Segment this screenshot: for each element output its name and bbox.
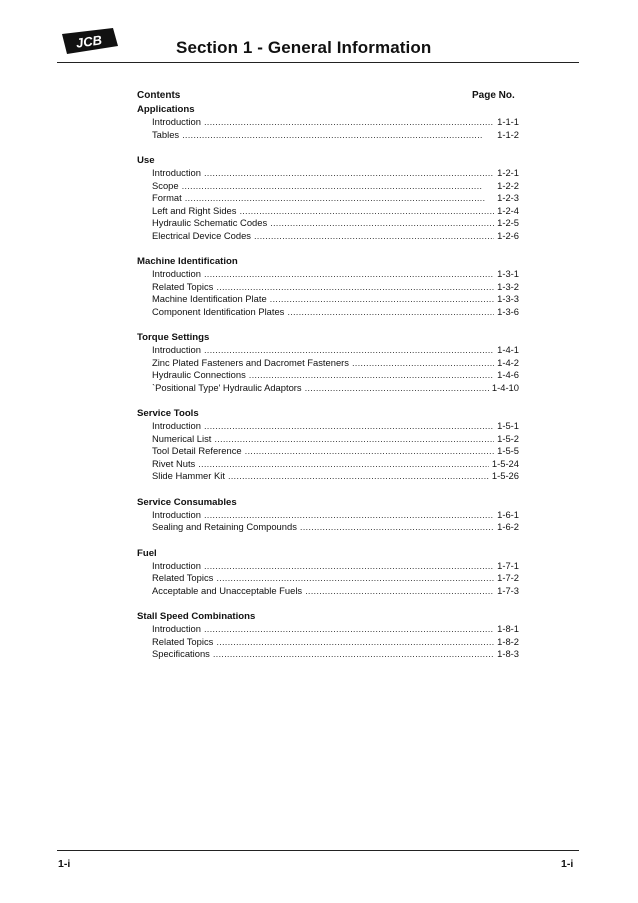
toc-section <box>137 610 519 661</box>
toc-entry-label: Introduction <box>152 508 201 520</box>
toc-entry-label: Component Identification Plates <box>152 305 285 317</box>
toc-entry-page: 1-8-2 <box>497 635 519 647</box>
toc-entry[interactable] <box>152 268 519 281</box>
toc-entry-label: Zinc Plated Fasteners and Dacromet Fasteners <box>152 356 349 368</box>
toc-section <box>137 407 519 483</box>
toc-entry-page: 1-7-2 <box>497 572 519 583</box>
toc-entry-page: 1-4-6 <box>497 369 519 380</box>
toc-entry[interactable] <box>152 636 519 649</box>
dot-leader <box>198 458 489 471</box>
page-title: Section 1 - General Information <box>176 38 432 57</box>
toc-entry-label: Introduction <box>152 167 201 178</box>
toc-section <box>137 255 519 318</box>
logo-text: JCB <box>75 32 103 51</box>
header-rule <box>57 62 579 63</box>
toc-entry[interactable] <box>152 458 519 471</box>
toc-entry-page: 1-1-2 <box>497 128 519 140</box>
dot-leader <box>213 648 494 661</box>
dot-leader <box>185 192 494 205</box>
toc-entry[interactable] <box>152 306 519 319</box>
toc-entry[interactable] <box>152 521 519 534</box>
toc-section-title: Fuel <box>137 547 157 559</box>
toc-entry-label: `Positional Type' Hydraulic Adaptors <box>152 381 302 393</box>
toc-entry-page: 1-3-2 <box>497 280 519 292</box>
toc-entry-label: Left and Right Sides <box>152 204 237 216</box>
toc-entry[interactable] <box>152 509 519 522</box>
dot-leader <box>204 560 494 573</box>
toc-entry[interactable] <box>152 420 519 433</box>
toc-entry-page: 1-6-2 <box>497 521 519 532</box>
toc-section <box>137 103 519 141</box>
toc-entry-page: 1-2-4 <box>497 204 519 216</box>
toc-entry-page: 1-4-10 <box>491 381 519 393</box>
toc-section-title: Applications <box>137 104 195 115</box>
dot-leader <box>352 357 494 370</box>
toc-entry-label: Related Topics <box>152 280 214 292</box>
toc-entry[interactable] <box>152 205 519 218</box>
toc-section <box>137 547 519 598</box>
dot-leader <box>216 281 494 294</box>
toc-entry-label: Sealing and Retaining Compounds <box>152 521 297 532</box>
dot-leader <box>216 572 494 585</box>
toc-entry-page: 1-4-2 <box>497 356 519 368</box>
toc-entry[interactable] <box>152 357 519 370</box>
dot-leader <box>245 445 494 458</box>
toc-entry-label: Introduction <box>152 116 201 127</box>
dot-leader <box>204 420 494 433</box>
toc-entry[interactable] <box>152 585 519 598</box>
toc-entry-label: Electrical Device Codes <box>152 229 251 241</box>
dot-leader <box>270 293 494 306</box>
toc-entry-page: 1-2-5 <box>497 217 519 228</box>
toc-entry-label: Slide Hammer Kit <box>152 470 225 481</box>
footer-page-left: 1-i <box>58 858 71 870</box>
toc-entry-page: 1-1-1 <box>497 116 519 127</box>
dot-leader <box>182 129 494 142</box>
toc-entry-page: 1-2-1 <box>497 167 519 178</box>
table-of-contents <box>137 103 519 674</box>
toc-entry-page: 1-3-1 <box>497 268 519 279</box>
toc-entry-page: 1-6-1 <box>497 508 519 520</box>
toc-entry-label: Introduction <box>152 268 201 279</box>
toc-entry[interactable] <box>152 116 519 129</box>
toc-entry[interactable] <box>152 445 519 458</box>
toc-entry-label: Scope <box>152 179 179 191</box>
dot-leader <box>214 433 494 446</box>
toc-entry-page: 1-2-6 <box>497 229 519 241</box>
toc-entry-page: 1-5-1 <box>497 420 519 431</box>
toc-entry[interactable] <box>152 167 519 180</box>
toc-entry-label: Hydraulic Schematic Codes <box>152 217 268 228</box>
dot-leader <box>254 230 494 243</box>
jcb-logo <box>58 26 122 56</box>
toc-entry[interactable] <box>152 572 519 585</box>
toc-entry-page: 1-5-5 <box>497 445 519 456</box>
toc-entry-label: Tool Detail Reference <box>152 445 242 456</box>
toc-entry-label: Tables <box>152 128 180 140</box>
toc-entry-label: Rivet Nuts <box>152 457 196 469</box>
toc-entry-page: 1-3-3 <box>497 293 519 304</box>
toc-entry[interactable] <box>152 470 519 483</box>
dot-leader <box>305 382 489 395</box>
toc-entry[interactable] <box>152 180 519 193</box>
toc-entry[interactable] <box>152 230 519 243</box>
toc-entry-page: 1-5-2 <box>497 432 519 444</box>
toc-entry[interactable] <box>152 293 519 306</box>
dot-leader <box>182 180 495 193</box>
toc-entry-page: 1-3-6 <box>497 305 519 317</box>
toc-entry[interactable] <box>152 192 519 205</box>
toc-entry-label: Numerical List <box>152 432 212 444</box>
toc-entry-label: Related Topics <box>152 572 214 583</box>
toc-entry-label: Machine Identification Plate <box>152 293 267 304</box>
toc-entry-label: Hydraulic Connections <box>152 369 246 380</box>
toc-entry-label: Related Topics <box>152 635 214 647</box>
footer-rule <box>57 850 579 851</box>
toc-section-title: Machine Identification <box>137 256 238 267</box>
toc-entry-page: 1-5-24 <box>491 457 519 469</box>
toc-entry-page: 1-7-3 <box>497 584 519 596</box>
toc-entry-label: Specifications <box>152 648 210 659</box>
toc-entry[interactable] <box>152 344 519 357</box>
toc-entry[interactable] <box>152 382 519 395</box>
toc-entry-page: 1-8-1 <box>497 623 519 634</box>
toc-entry-label: Format <box>152 192 182 203</box>
footer-page-right: 1-i <box>561 858 574 870</box>
dot-leader <box>204 623 494 636</box>
toc-entry[interactable] <box>152 129 519 142</box>
dot-leader <box>249 369 494 382</box>
toc-entry[interactable] <box>152 281 519 294</box>
toc-entry-label: Introduction <box>152 420 201 431</box>
toc-entry-label: Introduction <box>152 623 201 634</box>
dot-leader <box>204 167 494 180</box>
toc-entry-page: 1-5-26 <box>491 470 519 481</box>
dot-leader <box>204 509 494 522</box>
dot-leader <box>228 470 489 483</box>
dot-leader <box>204 268 494 281</box>
toc-section-title: Stall Speed Combinations <box>137 611 256 622</box>
dot-leader <box>300 521 494 534</box>
toc-entry-page: 1-8-3 <box>497 648 519 659</box>
toc-entry-page: 1-2-3 <box>497 192 519 203</box>
dot-leader <box>239 205 494 218</box>
dot-leader <box>305 585 494 598</box>
dot-leader <box>287 306 494 319</box>
toc-entry[interactable] <box>152 433 519 446</box>
dot-leader <box>216 636 494 649</box>
contents-column-header: Contents <box>137 90 181 101</box>
toc-entry[interactable] <box>152 369 519 382</box>
toc-section-title: Torque Settings <box>137 332 210 343</box>
toc-section-title: Service Consumables <box>137 496 237 508</box>
dot-leader <box>270 217 494 230</box>
toc-entry-label: Introduction <box>152 344 201 355</box>
toc-entry[interactable] <box>152 648 519 661</box>
toc-section-title: Use <box>137 155 155 166</box>
dot-leader <box>204 344 494 357</box>
toc-entry-page: 1-7-1 <box>497 559 519 571</box>
toc-entry-label: Introduction <box>152 559 201 571</box>
toc-section <box>137 331 519 394</box>
toc-entry-page: 1-4-1 <box>497 344 519 355</box>
toc-entry-page: 1-2-2 <box>497 179 519 191</box>
toc-entry[interactable] <box>152 217 519 230</box>
toc-section <box>137 496 519 534</box>
toc-section-title: Service Tools <box>137 408 199 419</box>
toc-entry-label: Acceptable and Unacceptable Fuels <box>152 584 303 596</box>
page-no-column-header: Page No. <box>472 90 515 101</box>
toc-entry[interactable] <box>152 623 519 636</box>
toc-entry[interactable] <box>152 560 519 573</box>
dot-leader <box>204 116 494 129</box>
toc-section <box>137 154 519 242</box>
